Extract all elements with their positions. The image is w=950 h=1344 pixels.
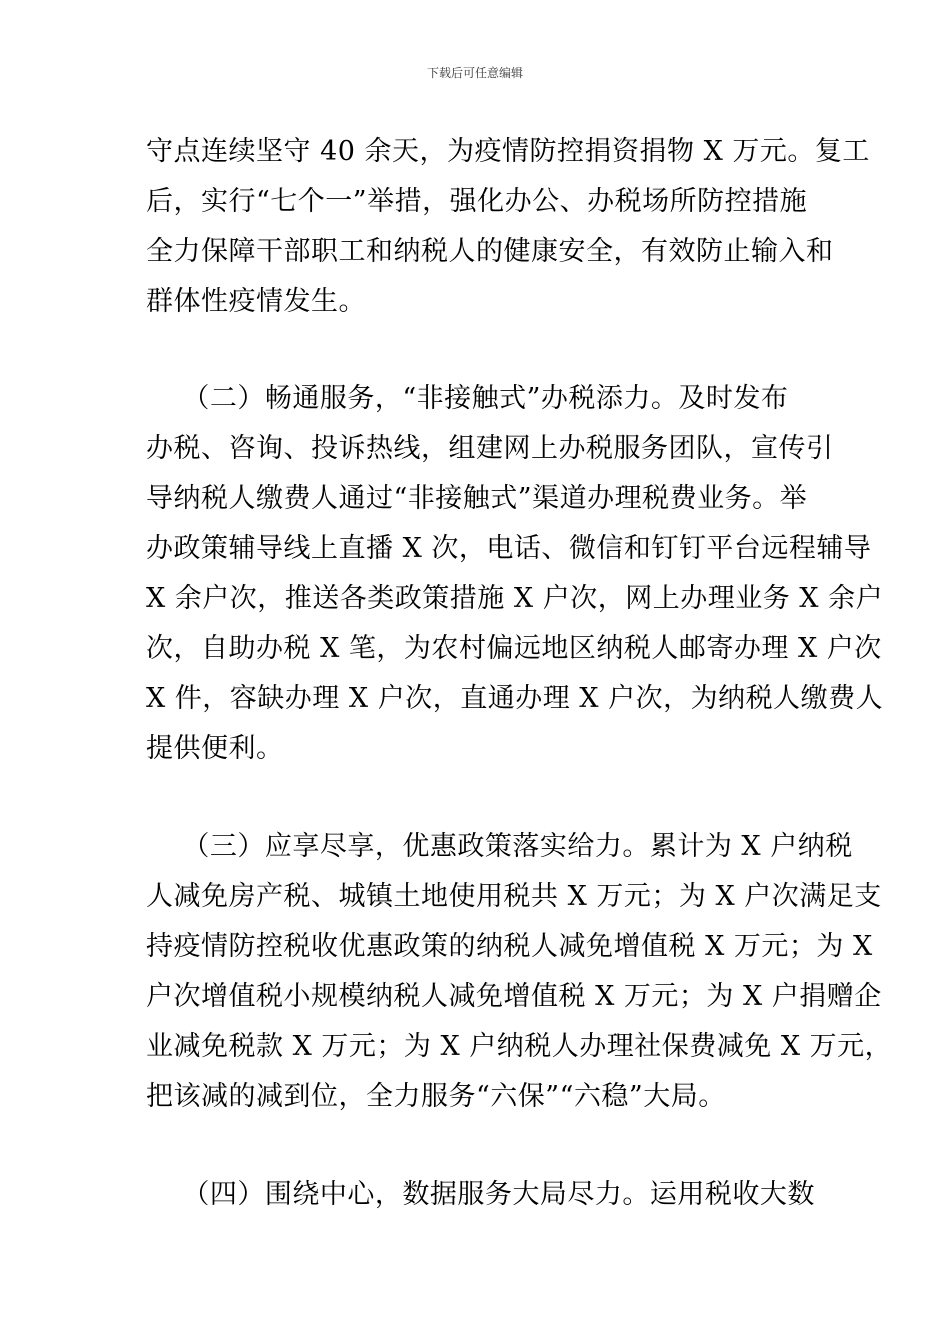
paragraph-3-line-5: 业减免税款 X 万元；为 X 户纳税人办理社保费减免 X 万元， bbox=[146, 1031, 893, 1062]
paragraph-2-line-7: X 件，容缺办理 X 户次，直通办理 X 户次，为纳税人缴费人 bbox=[146, 683, 884, 714]
paragraph-2-line-8: 提供便利。 bbox=[146, 733, 284, 764]
paragraph-4-line-1: （四）围绕中心，数据服务大局尽力。运用税收大数 bbox=[146, 1179, 815, 1210]
paragraph-1-line-2: 后，实行“七个一”举措，强化办公、办税场所防控措施 bbox=[146, 186, 808, 217]
paragraph-2-line-6: 次，自助办税 X 笔，为农村偏远地区纳税人邮寄办理 X 户次 bbox=[146, 633, 882, 664]
paragraph-1-line-4: 群体性疫情发生。 bbox=[146, 286, 366, 317]
paragraph-1-line-3: 全力保障干部职工和纳税人的健康安全，有效防止输入和 bbox=[146, 236, 834, 267]
paragraph-2-line-5: X 余户次，推送各类政策措施 X 户次，网上办理业务 X 余户 bbox=[146, 583, 884, 614]
paragraph-1-line-1: 守点连续坚守 40 余天，为疫情防控捐资捐物 X 万元。复工 bbox=[146, 136, 870, 167]
paragraph-3-line-1: （三）应享尽享，优惠政策落实给力。累计为 X 户纳税 bbox=[146, 831, 853, 862]
paragraph-3-line-6: 把该减的减到位，全力服务“六保”“六稳”大局。 bbox=[146, 1081, 726, 1112]
page-header: 下载后可任意编辑 bbox=[426, 66, 523, 80]
paragraph-3-line-3: 持疫情防控税收优惠政策的纳税人减免增值税 X 万元；为 X bbox=[146, 931, 873, 962]
paragraph-2-line-2: 办税、咨询、投诉热线，组建网上办税服务团队，宣传引 bbox=[146, 433, 834, 464]
paragraph-2-line-4: 办政策辅导线上直播 X 次，电话、微信和钉钉平台远程辅导 bbox=[146, 533, 872, 564]
paragraph-2-line-3: 导纳税人缴费人通过“非接触式”渠道办理税费业务。举 bbox=[146, 483, 808, 514]
paragraph-2-line-1: （二）畅通服务，“非接触式”办税添力。及时发布 bbox=[146, 383, 789, 414]
paragraph-3-line-2: 人减免房产税、城镇土地使用税共 X 万元；为 X 户次满足支 bbox=[146, 881, 882, 912]
paragraph-3-line-4: 户次增值税小规模纳税人减免增值税 X 万元；为 X 户捐赠企 bbox=[146, 981, 882, 1012]
